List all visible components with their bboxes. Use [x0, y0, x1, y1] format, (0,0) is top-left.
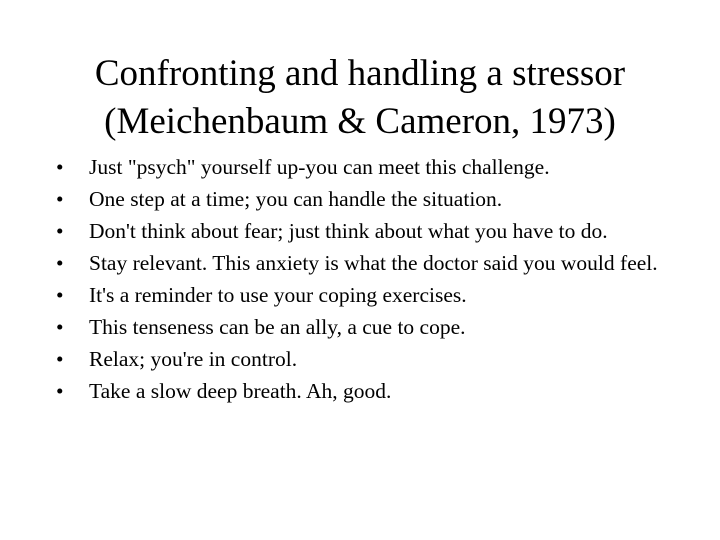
bullet-text: Just "psych" yourself up-you can meet this challenge. [89, 155, 550, 179]
bullet-text: Don't think about fear; just think about what you have to do. [89, 219, 608, 243]
bullet-text: It's a reminder to use your coping exercises. [89, 283, 467, 307]
bullet-item-6 [0, 317, 720, 339]
bullet-text: Relax; you're in control. [89, 347, 298, 371]
bullet-icon: • [56, 347, 64, 371]
bullet-icon: • [56, 283, 64, 307]
bullet-item-4 [0, 253, 720, 275]
bullet-text: Stay relevant. This anxiety is what the doctor said you would feel. [89, 251, 658, 275]
slide-title-line-1: Confronting and handling a stressor [94, 53, 626, 94]
bullet-text: One step at a time; you can handle the situation. [89, 187, 503, 211]
slide-title-line-2: (Meichenbaum & Cameron, 1973) [104, 101, 616, 142]
bullet-text: Take a slow deep breath. Ah, good. [89, 379, 392, 403]
bullet-item-7 [0, 349, 720, 371]
bullet-item-5 [0, 285, 720, 307]
bullet-icon: • [56, 155, 64, 179]
bullet-item-8 [0, 381, 720, 403]
bullet-item-3 [0, 221, 720, 243]
bullet-icon: • [56, 187, 64, 211]
bullet-icon: • [56, 219, 64, 243]
bullet-icon: • [56, 315, 64, 339]
bullet-item-1 [0, 157, 720, 179]
bullet-icon: • [56, 251, 64, 275]
slide-title [40, 50, 680, 146]
bullet-icon: • [56, 379, 64, 403]
bullet-text: This tenseness can be an ally, a cue to cope. [89, 315, 466, 339]
bullet-item-2 [0, 189, 720, 211]
bullet-list [0, 157, 720, 413]
